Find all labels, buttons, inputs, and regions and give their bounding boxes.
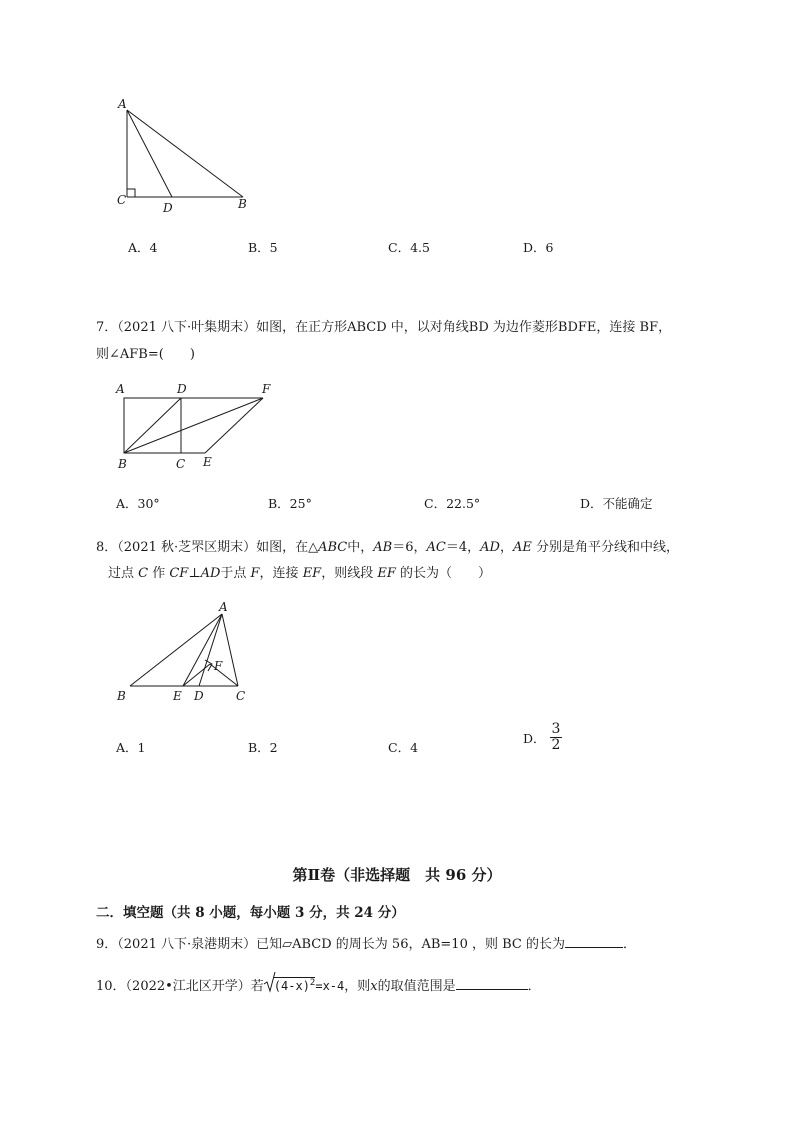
q7-stem-line1: 7．（2021 八下·叶集期末）如图，在正方形ABCD 中，以对角线BD 为边作菱形BDFE，连接 BF， <box>96 320 672 335</box>
label-c: C <box>236 689 246 703</box>
label-a: A <box>118 97 127 111</box>
answer-blank[interactable] <box>456 977 528 990</box>
section-two-title: 二．填空题（共 8 小题，每小题 3 分，共 24 分） <box>96 905 405 921</box>
label-e: E <box>173 689 182 703</box>
label-c: C <box>117 193 127 207</box>
label-c: C <box>176 457 186 471</box>
q6-option-c: C．4.5 <box>388 240 430 255</box>
sqrt-expression: $(4-x)^2$ <box>264 978 316 994</box>
q7-stem-line2: 则∠AFB=( ) <box>96 347 195 362</box>
q8-option-a: A．1 <box>116 740 146 755</box>
q8-option-c: C．4 <box>388 740 419 755</box>
label-b: B <box>238 197 247 211</box>
q8-option-b: B．2 <box>248 740 278 755</box>
q8-option-d: D． $\frac{3}{2}$ <box>523 721 561 754</box>
q7-option-b: B．25° <box>268 496 312 511</box>
q8-stem-line1: 8．（2021 秋·芝罘区期末）如图，在△ABC中，AB＝6，AC＝4，AD，AE 分别是角平分线和中线， <box>96 540 679 555</box>
q10-stem: 10．（2022•江北区开学）若 $(4-x)^2=x-4$，则x的取值范围是 ． <box>96 975 541 994</box>
label-d: D <box>163 201 173 215</box>
label-f: F <box>214 659 223 673</box>
label-a: A <box>116 382 125 396</box>
q9-stem: 9．（2021 八下·泉港期末）已知▱ABCD 的周长为 56，AB=10 ，则 BC 的长为 ． <box>96 937 637 952</box>
label-e: E <box>203 455 212 469</box>
label-b: B <box>117 689 126 703</box>
label-f: F <box>262 382 271 396</box>
q8-stem-line2: 过点 C 作 CF⊥AD于点 F，连接 EF，则线段 EF 的长为（ ） <box>108 566 491 581</box>
label-b: B <box>118 457 127 471</box>
q7-option-c: C．22.5° <box>424 496 481 511</box>
q6-option-d: D．6 <box>523 240 554 255</box>
fraction-three-halves: $\frac{3}{2}$ <box>551 721 561 754</box>
part-two-title: 第Ⅱ卷（非选择题 共 96 分） <box>292 866 502 884</box>
q7-option-a: A．30° <box>116 496 160 511</box>
q7-option-d: D．不能确定 <box>580 496 653 511</box>
label-a: A <box>219 600 228 614</box>
q6-option-b: B．5 <box>248 240 278 255</box>
label-d: D <box>194 689 204 703</box>
answer-blank[interactable] <box>565 935 623 948</box>
q6-option-a: A．4 <box>128 240 158 255</box>
label-d: D <box>177 382 187 396</box>
